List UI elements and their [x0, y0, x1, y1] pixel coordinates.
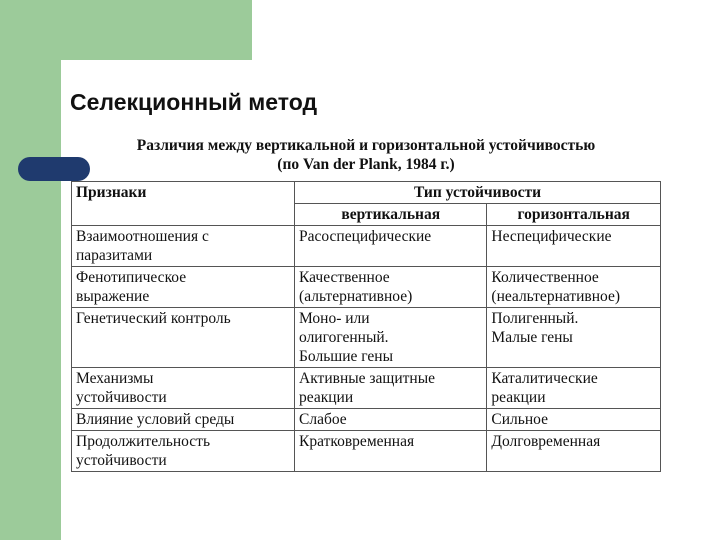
cell-line: Продолжительность	[76, 433, 211, 450]
cell-vertical	[295, 267, 487, 308]
cell-feature	[72, 226, 295, 267]
cell-line: Сильное	[491, 411, 548, 428]
resistance-table	[71, 181, 661, 472]
table-row	[72, 409, 661, 431]
table-row	[72, 267, 661, 308]
cell-line: Полигенный.	[491, 310, 579, 327]
decor-green-left	[0, 0, 61, 540]
table-body	[72, 226, 661, 472]
cell-line: устойчивости	[76, 452, 167, 469]
cell-line: олигогенный.	[299, 329, 389, 346]
cell-line: Фенотипическое	[76, 269, 187, 286]
cell-line: паразитами	[76, 247, 153, 264]
cell-horizontal	[487, 308, 661, 368]
cell-line: Большие гены	[299, 348, 394, 365]
cell-line: Механизмы	[76, 370, 154, 387]
table-caption-line: (по Van der Plank, 1984 г.)	[277, 156, 455, 173]
table-header-row	[72, 182, 661, 204]
cell-feature	[72, 431, 295, 472]
table-row	[72, 226, 661, 267]
cell-line: (альтернативное)	[299, 288, 413, 305]
header-vertical: вертикальная	[295, 204, 487, 226]
cell-vertical	[295, 409, 487, 431]
cell-line: Влияние условий среды	[76, 411, 235, 428]
table-caption	[70, 136, 662, 174]
table-row	[72, 368, 661, 409]
cell-line: (неальтернативное)	[491, 288, 621, 305]
cell-feature	[72, 409, 295, 431]
cell-line: Неспецифические	[491, 228, 612, 245]
cell-line: Расоспецифические	[299, 228, 432, 245]
cell-feature	[72, 267, 295, 308]
slide-title: Селекционный метод	[70, 89, 318, 115]
cell-vertical	[295, 431, 487, 472]
cell-horizontal	[487, 267, 661, 308]
header-horizontal: горизонтальная	[487, 204, 661, 226]
header-features: Признаки	[72, 182, 295, 226]
cell-horizontal	[487, 226, 661, 267]
cell-horizontal	[487, 431, 661, 472]
table-row	[72, 308, 661, 368]
cell-line: реакции	[491, 389, 546, 406]
cell-line: реакции	[299, 389, 354, 406]
cell-line: Долговременная	[491, 433, 601, 450]
cell-vertical	[295, 226, 487, 267]
cell-line: Взаимоотношения с	[76, 228, 209, 245]
cell-line: Активные защитные	[299, 370, 435, 387]
cell-horizontal	[487, 409, 661, 431]
cell-line: устойчивости	[76, 389, 167, 406]
cell-line: Слабое	[299, 411, 347, 428]
cell-line: Малые гены	[491, 329, 573, 346]
cell-line: Количественное	[491, 269, 599, 286]
cell-vertical	[295, 368, 487, 409]
cell-line: Генетический контроль	[76, 310, 231, 327]
cell-vertical	[295, 308, 487, 368]
cell-line: Качественное	[299, 269, 390, 286]
cell-horizontal	[487, 368, 661, 409]
cell-line: Каталитические	[491, 370, 598, 387]
table-caption-line: Различия между вертикальной и горизонтальной устойчивостью	[136, 137, 596, 154]
cell-line: выражение	[76, 288, 150, 305]
header-resistance-type: Тип устойчивости	[295, 182, 661, 204]
cell-feature	[72, 368, 295, 409]
table-row	[72, 431, 661, 472]
cell-line: Кратковременная	[299, 433, 415, 450]
cell-feature	[72, 308, 295, 368]
cell-line: Моно- или	[299, 310, 370, 327]
